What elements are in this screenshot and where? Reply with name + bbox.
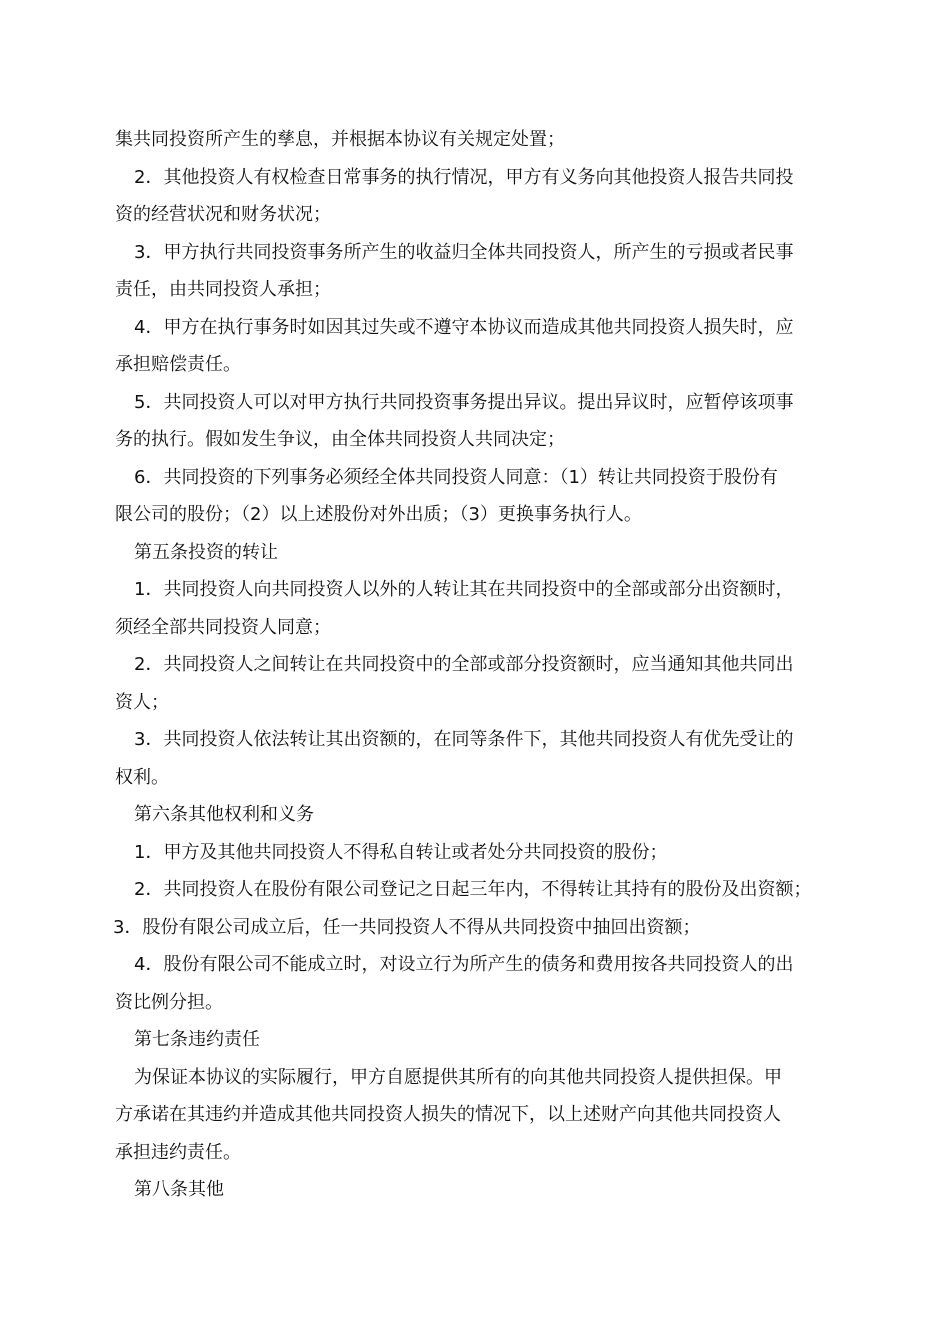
section-heading: 第七条违约责任 bbox=[134, 1029, 260, 1050]
text-line: 权利。 bbox=[115, 766, 169, 788]
text-line: 限公司的股份；（2）以上述股份对外出质；（3）更换事务执行人。 bbox=[115, 504, 642, 525]
text-line: 方承诺在其违约并造成其他共同投资人损失的情况下，以上述财产向其他共同投资人 bbox=[115, 1104, 781, 1125]
text-line: 6．共同投资的下列事务必须经全体共同投资人同意：（1）转让共同投资于股份有 bbox=[134, 466, 778, 488]
text-line: 集共同投资所产生的孳息，并根据本协议有关规定处置； bbox=[115, 129, 565, 150]
text-line: 承担违约责任。 bbox=[115, 1141, 241, 1163]
document-body bbox=[115, 121, 837, 1209]
section-heading: 第六条其他权利和义务 bbox=[134, 804, 314, 825]
text-line: 须经全部共同投资人同意； bbox=[115, 616, 331, 638]
text-line: 1．甲方及其他共同投资人不得私自转让或者处分共同投资的股份； bbox=[134, 841, 668, 863]
text-line: 3．甲方执行共同投资事务所产生的收益归全体共同投资人，所产生的亏损或者民事 bbox=[134, 241, 794, 263]
text-line: 3．共同投资人依法转让其出资额的，在同等条件下，其他共同投资人有优先受让的 bbox=[134, 729, 794, 750]
text-line: 为保证本协议的实际履行，甲方自愿提供其所有的向其他共同投资人提供担保。甲 bbox=[134, 1066, 782, 1088]
text-line: 5．共同投资人可以对甲方执行共同投资事务提出异议。提出异议时，应暂停该项事 bbox=[134, 391, 794, 413]
text-line: 责任，由共同投资人承担； bbox=[115, 279, 331, 300]
text-line: 4．股份有限公司不能成立时，对设立行为所产生的债务和费用按各共同投资人的出 bbox=[134, 954, 794, 975]
text-line: 3．股份有限公司成立后，任一共同投资人不得从共同投资中抽回出资额； bbox=[113, 916, 701, 938]
text-line: 2．共同投资人在股份有限公司登记之日起三年内，不得转让其持有的股份及出资额； bbox=[134, 879, 812, 900]
text-line: 4．甲方在执行事务时如因其过失或不遵守本协议而造成其他共同投资人损失时，应 bbox=[134, 316, 794, 338]
text-line: 1．共同投资人向共同投资人以外的人转让其在共同投资中的全部或部分出资额时， bbox=[134, 579, 794, 600]
text-line: 2．其他投资人有权检查日常事务的执行情况，甲方有义务向其他投资人报告共同投 bbox=[134, 166, 794, 188]
text-line: 务的执行。假如发生争议，由全体共同投资人共同决定； bbox=[115, 429, 565, 450]
text-line: 2．共同投资人之间转让在共同投资中的全部或部分投资额时，应当通知其他共同出 bbox=[134, 654, 794, 675]
text-line: 资的经营状况和财务状况； bbox=[115, 204, 331, 225]
section-heading: 第八条其他 bbox=[134, 1179, 224, 1200]
section-heading: 第五条投资的转让 bbox=[134, 541, 278, 563]
text-line: 资比例分担。 bbox=[115, 991, 223, 1013]
text-line: 承担赔偿责任。 bbox=[115, 354, 241, 375]
text-line: 资人； bbox=[115, 691, 169, 713]
